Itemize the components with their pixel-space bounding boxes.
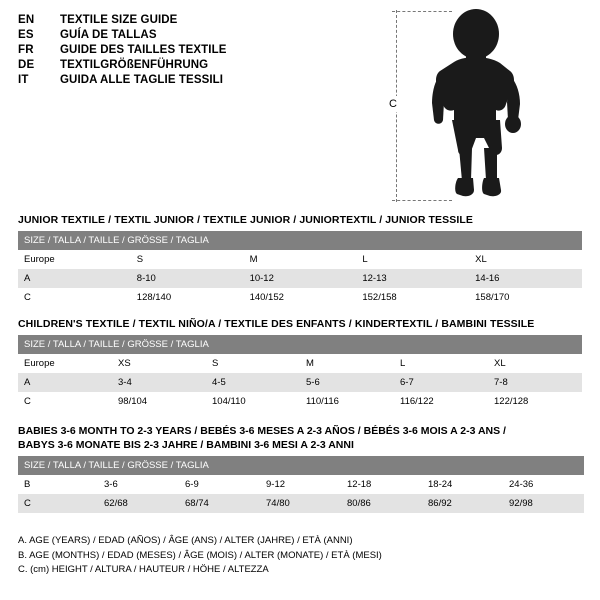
- table-header-label-babies: SIZE / TALLA / TAILLE / GRÖSSE / TAGLIA: [18, 456, 584, 475]
- language-row-it: [18, 74, 308, 86]
- language-row-es: [18, 29, 308, 41]
- cell: 10-12: [244, 269, 357, 288]
- row-label: Europe: [18, 354, 112, 373]
- table-row: [18, 475, 584, 494]
- cell: 3-4: [112, 373, 206, 392]
- language-row-de: [18, 59, 308, 71]
- row-label: C: [18, 392, 112, 411]
- cell: 3-6: [98, 475, 179, 494]
- cell: 86/92: [422, 494, 503, 513]
- table-row: [18, 354, 582, 373]
- cell: 14-16: [469, 269, 582, 288]
- table-row: [18, 494, 584, 513]
- cell: 6-9: [179, 475, 260, 494]
- cell: XL: [488, 354, 582, 373]
- measure-label-c: C: [386, 96, 400, 112]
- cell: 104/110: [206, 392, 300, 411]
- table-header-label-junior: SIZE / TALLA / TAILLE / GRÖSSE / TAGLIA: [18, 231, 582, 250]
- cell: M: [300, 354, 394, 373]
- section-title-children: CHILDREN'S TEXTILE / TEXTIL NIÑO/A / TEXTILE DES ENFANTS / KINDERTEXTIL / BAMBINI TESSILE: [18, 318, 535, 330]
- size-table-children: [18, 335, 582, 411]
- height-measurement-figure: [389, 8, 572, 203]
- cell: 68/74: [179, 494, 260, 513]
- language-title-block: [18, 14, 308, 89]
- cell: 5-6: [300, 373, 394, 392]
- cell: 6-7: [394, 373, 488, 392]
- section-title-babies-line2: BABYS 3-6 MONATE BIS 2-3 JAHRE / BAMBINI 3-6 MESI A 2-3 ANNI: [18, 439, 354, 451]
- cell: 122/128: [488, 392, 582, 411]
- table-header-row-children: [18, 335, 582, 354]
- cell: 62/68: [98, 494, 179, 513]
- section-babies: [18, 424, 582, 513]
- size-table-junior: [18, 231, 582, 307]
- section-junior: [18, 214, 582, 307]
- language-code-es: ES: [18, 29, 34, 41]
- row-label: B: [18, 475, 98, 494]
- cell: L: [394, 354, 488, 373]
- cell: 12-13: [356, 269, 469, 288]
- table-header-label-children: SIZE / TALLA / TAILLE / GRÖSSE / TAGLIA: [18, 335, 582, 354]
- language-row-en: [18, 14, 308, 26]
- row-label: A: [18, 373, 112, 392]
- cell: 12-18: [341, 475, 422, 494]
- cell: 80/86: [341, 494, 422, 513]
- row-label: C: [18, 288, 131, 307]
- cell: XS: [112, 354, 206, 373]
- cell: 7-8: [488, 373, 582, 392]
- language-title-en: TEXTILE SIZE GUIDE: [60, 14, 178, 26]
- section-title-junior: JUNIOR TEXTILE / TEXTIL JUNIOR / TEXTILE JUNIOR / JUNIORTEXTIL / JUNIOR TESSILE: [18, 214, 473, 226]
- table-row: [18, 373, 582, 392]
- table-header-row-junior: [18, 231, 582, 250]
- row-label: A: [18, 269, 131, 288]
- table-header-row-babies: [18, 456, 584, 475]
- table-row: [18, 269, 582, 288]
- cell: S: [131, 250, 244, 269]
- cell: S: [206, 354, 300, 373]
- legend-line-b: B. AGE (MONTHS) / EDAD (MESES) / ÂGE (MOIS) / ALTER (MONATE) / ETÀ (MESI): [18, 549, 382, 561]
- cell: XL: [469, 250, 582, 269]
- section-title-babies: [18, 424, 582, 452]
- cell: 152/158: [356, 288, 469, 307]
- toddler-silhouette-icon: [414, 8, 544, 204]
- language-code-it: IT: [18, 74, 29, 86]
- row-label: C: [18, 494, 98, 513]
- cell: 8-10: [131, 269, 244, 288]
- cell: 116/122: [394, 392, 488, 411]
- cell: 74/80: [260, 494, 341, 513]
- table-row: [18, 250, 582, 269]
- legend-line-c: C. (cm) HEIGHT / ALTURA / HAUTEUR / HÖHE / ALTEZZA: [18, 564, 269, 575]
- cell: 158/170: [469, 288, 582, 307]
- table-row: [18, 392, 582, 411]
- legend-block: [18, 534, 582, 578]
- language-code-en: EN: [18, 14, 35, 26]
- cell: 92/98: [503, 494, 584, 513]
- language-title-fr: GUIDE DES TAILLES TEXTILE: [60, 44, 227, 56]
- cell: 110/116: [300, 392, 394, 411]
- cell: 24-36: [503, 475, 584, 494]
- cell: 128/140: [131, 288, 244, 307]
- language-code-de: DE: [18, 59, 35, 71]
- cell: L: [356, 250, 469, 269]
- language-row-fr: [18, 44, 308, 56]
- cell: 98/104: [112, 392, 206, 411]
- cell: 9-12: [260, 475, 341, 494]
- cell: M: [244, 250, 357, 269]
- row-label: Europe: [18, 250, 131, 269]
- cell: 4-5: [206, 373, 300, 392]
- language-title-es: GUÍA DE TALLAS: [60, 29, 157, 41]
- table-row: [18, 288, 582, 307]
- size-table-babies: [18, 456, 584, 513]
- cell: 18-24: [422, 475, 503, 494]
- section-children: [18, 318, 582, 411]
- section-title-babies-line1: BABIES 3-6 MONTH TO 2-3 YEARS / BEBÉS 3-6 MESES A 2-3 AÑOS / BÉBÉS 3-6 MOIS A 2-3 ANS /: [18, 425, 506, 437]
- language-title-it: GUIDA ALLE TAGLIE TESSILI: [60, 74, 224, 86]
- legend-line-a: A. AGE (YEARS) / EDAD (AÑOS) / ÂGE (ANS) / ALTER (JAHRE) / ETÀ (ANNI): [18, 535, 353, 546]
- language-code-fr: FR: [18, 44, 34, 56]
- language-title-de: TEXTILGRÖßENFÜHRUNG: [60, 59, 209, 71]
- cell: 140/152: [244, 288, 357, 307]
